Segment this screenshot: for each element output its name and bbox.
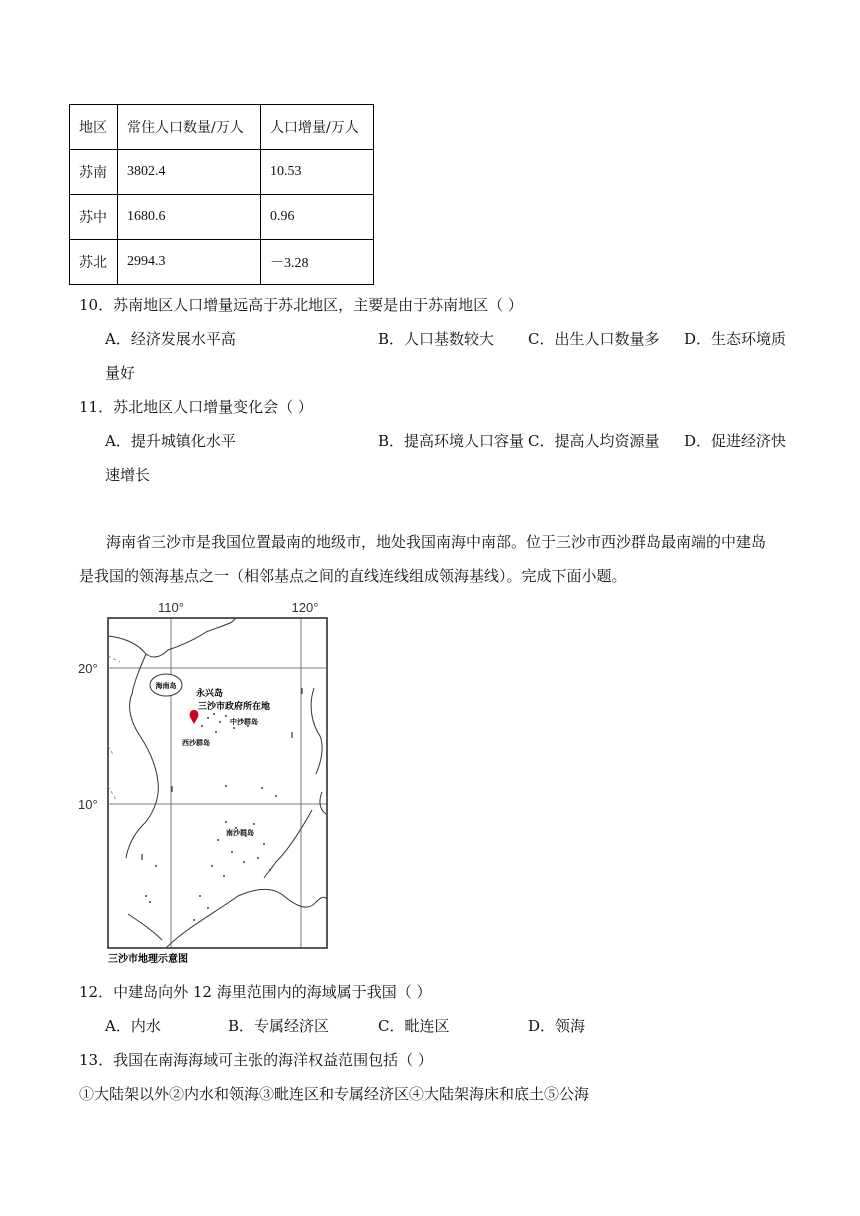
- question-11-stem: 11．苏北地区人口增量变化会（ ）: [79, 398, 313, 416]
- sansha-gov-label: 三沙市政府所在地: [198, 701, 271, 711]
- nansha-label: 南沙群岛: [226, 830, 254, 837]
- longitude-110-label: 110°: [158, 600, 184, 615]
- table-row: [70, 150, 374, 195]
- question-12-stem: 12．中建岛向外 12 海里范围内的海域属于我国（ ）: [79, 983, 432, 1001]
- latitude-10-label: 10°: [78, 797, 98, 812]
- table-cell-region: 苏中: [70, 195, 118, 240]
- table-cell-increase: －3.28: [261, 240, 374, 285]
- question-10-option-b[interactable]: B．人口基数较大: [378, 330, 495, 348]
- table-row: [70, 240, 374, 285]
- question-10-option-c[interactable]: C．出生人口数量多: [528, 330, 660, 348]
- map-caption: 三沙市地理示意图: [108, 954, 188, 965]
- question-12-option-b[interactable]: B．专属经济区: [228, 1017, 330, 1035]
- question-11-option-b[interactable]: B．提高环境人口容量: [378, 432, 525, 450]
- question-12-option-d[interactable]: D．领海: [528, 1017, 586, 1035]
- map-graphic: [76, 596, 336, 968]
- sansha-map: [76, 596, 336, 968]
- yongxing-label: 永兴岛: [196, 688, 224, 698]
- question-11-option-c[interactable]: C．提高人均资源量: [528, 432, 660, 450]
- table-cell-region: 苏北: [70, 240, 118, 285]
- population-table: [69, 104, 374, 285]
- passage-line-1: 海南省三沙市是我国位置最南的地级市，地处我国南海中南部。位于三沙市西沙群岛最南端的中建岛: [106, 533, 767, 551]
- table-cell-region: 苏南: [70, 150, 118, 195]
- table-row: [70, 195, 374, 240]
- zhongsha-label: 中沙群岛: [230, 719, 258, 726]
- table-header-row: [70, 105, 374, 150]
- table-header-cell: 常住人口数量/万人: [118, 105, 261, 150]
- question-12-option-c[interactable]: C．毗连区: [378, 1017, 450, 1035]
- table-cell-population: 2994.3: [118, 240, 261, 285]
- question-10-stem: 10．苏南地区人口增量远高于苏北地区，主要是由于苏南地区（ ）: [79, 296, 523, 314]
- table-cell-increase: 10.53: [261, 150, 374, 195]
- table-cell-increase: 0.96: [261, 195, 374, 240]
- question-10-option-d-continued: 量好: [105, 364, 136, 382]
- question-12-option-a[interactable]: A．内水: [105, 1017, 161, 1035]
- question-11-option-d-continued: 速增长: [105, 466, 151, 484]
- question-11-option-d[interactable]: D．促进经济快: [684, 432, 787, 450]
- table-header-cell: 地区: [70, 105, 118, 150]
- question-10-option-d[interactable]: D．生态环境质: [684, 330, 787, 348]
- xisha-label: 西沙群岛: [182, 740, 210, 747]
- latitude-20-label: 20°: [78, 661, 98, 676]
- passage-line-2: 是我国的领海基点之一（相邻基点之间的直线连线组成领海基线）。完成下面小题。: [79, 567, 627, 585]
- table-cell-population: 3802.4: [118, 150, 261, 195]
- question-11-option-a[interactable]: A．提升城镇化水平: [105, 432, 236, 450]
- hainan-label: 海南岛: [155, 683, 177, 690]
- question-10-option-a[interactable]: A．经济发展水平高: [105, 330, 236, 348]
- table-header-cell: 人口增量/万人: [261, 105, 374, 150]
- table-cell-population: 1680.6: [118, 195, 261, 240]
- question-13-stem: 13．我国在南海海域可主张的海洋权益范围包括（ ）: [79, 1051, 433, 1069]
- longitude-120-label: 120°: [291, 600, 319, 615]
- question-13-items: ①大陆架以外②内水和领海③毗连区和专属经济区④大陆架海床和底土⑤公海: [79, 1085, 590, 1103]
